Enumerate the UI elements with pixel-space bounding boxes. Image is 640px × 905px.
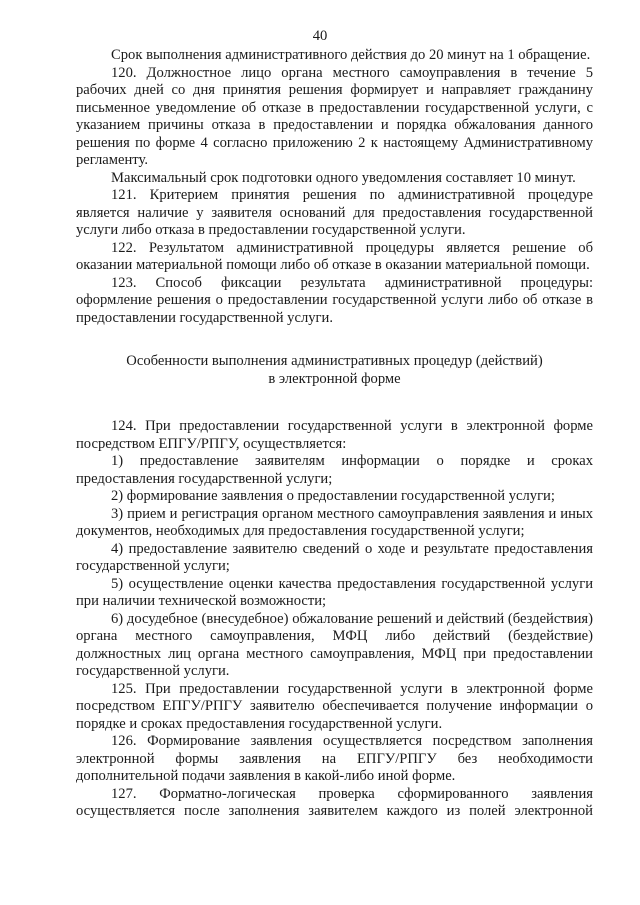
page-number: 40 — [312, 28, 328, 44]
list-item: 2) формирование заявления о предоставлении государственной услуги; — [111, 488, 555, 504]
paragraph: 124. При предоставлении государственной услуги в электронной форме посредством ЕПГУ/РПГУ, осуществляется: — [76, 418, 593, 452]
list-item: 4) предоставление заявителю сведений о ходе и результате предоставления государственной услуги; — [76, 540, 593, 574]
paragraph: 122. Результатом административной процедуры является решение об оказании материальной помощи либо об отказе в оказании материальной помощи. — [76, 239, 593, 273]
paragraph: 127. Форматно-логическая проверка сформированного заявления осуществляется после заполнения заявителем каждого из полей электронной — [76, 785, 593, 819]
paragraph: Срок выполнения административного действия до 20 минут на 1 обращение. — [111, 47, 591, 63]
list-item: 6) досудебное (внесудебное) обжалование решений и действий (бездействия) органа местного самоуправления, МФЦ либо действий (бездействие) должностных лиц органа местного самоуправления, МФЦ при предоставлении государственной услуги. — [76, 610, 593, 679]
paragraph: 120. Должностное лицо органа местного самоуправления в течение 5 рабочих дней со дня принятия решения формирует и направляет гражданину письменное уведомление об отказе в предоставлении государственной услуги, с указанием причины отказа в предоставлении и порядка обжалования данного решения по форме 4 согласно приложению 2 к настоящему Административному регламенту. — [76, 64, 593, 168]
document-body — [76, 47, 593, 821]
list-item: 5) осуществление оценки качества предоставления государственной услуги при наличии технической возможности; — [76, 575, 593, 609]
paragraph: 123. Способ фиксации результата административной процедуры: оформление решения о предоставлении государственной услуги либо об отказе в предоставлении государственной услуги. — [76, 274, 593, 326]
paragraph: 126. Формирование заявления осуществляется посредством заполнения электронной формы заявления на ЕПГУ/РПГУ без необходимости дополнительной подачи заявления в какой-либо иной форме. — [76, 733, 593, 784]
paragraph: Максимальный срок подготовки одного уведомления составляет 10 минут. — [111, 169, 576, 186]
list-item: 3) прием и регистрация органом местного самоуправления заявления и иных документов, необходимых для предоставления государственной услуги; — [76, 505, 593, 539]
paragraph: 121. Критерием принятия решения по административной процедуре является наличие у заявителя оснований для предоставления государственной услуги либо отказа в предоставлении государственной услуги. — [76, 187, 593, 238]
section-heading-line: в электронной форме — [268, 370, 401, 387]
paragraph: 125. При предоставлении государственной услуги в электронной форме посредством ЕПГУ/РПГУ заявителю обеспечивается получение информации о порядке и сроках предоставления государственной услуги. — [76, 680, 593, 732]
section-heading-line: Особенности выполнения административных процедур (действий) — [126, 353, 543, 369]
list-item: 1) предоставление заявителям информации о порядке и сроках предоставления государственной услуги; — [76, 453, 593, 487]
section-heading — [76, 353, 593, 388]
